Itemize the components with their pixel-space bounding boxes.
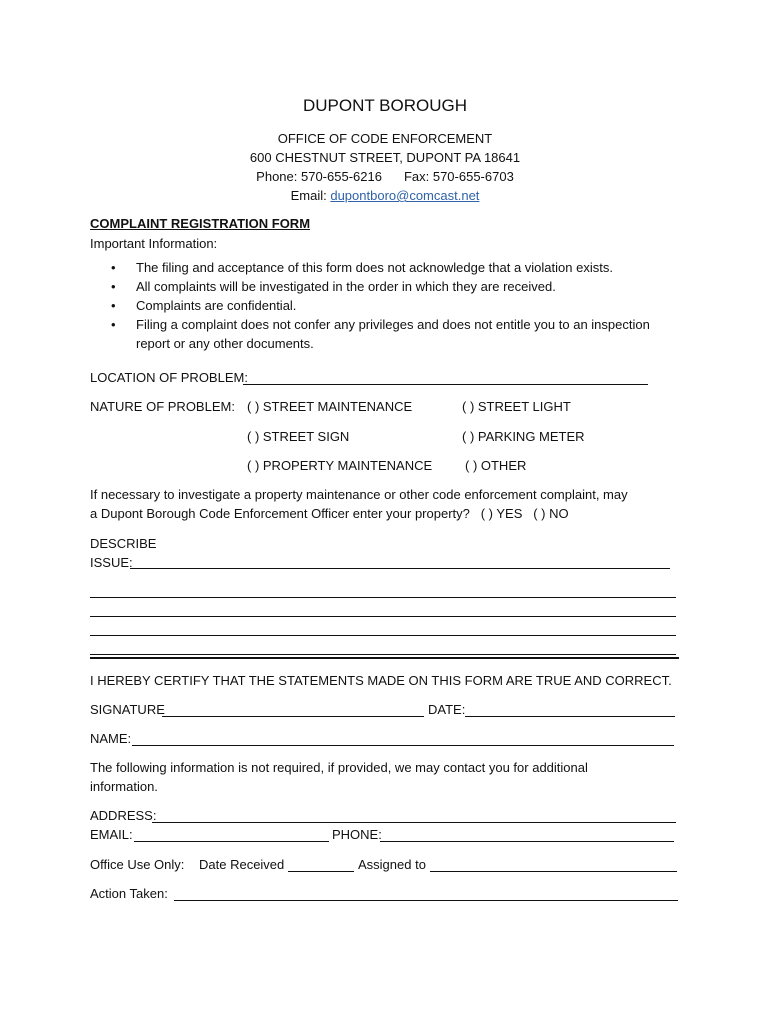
- issue-field-line[interactable]: [90, 616, 676, 617]
- bullet-icon: •: [111, 260, 116, 275]
- optional-info-line1: The following information is not required, if provided, we may contact you for additional: [90, 760, 588, 775]
- issue-field-line[interactable]: [90, 597, 676, 598]
- nature-label: NATURE OF PROBLEM:: [90, 399, 235, 414]
- contact-numbers: [0, 169, 770, 184]
- action-taken-label: Action Taken:: [90, 886, 168, 901]
- form-title: COMPLAINT REGISTRATION FORM: [90, 216, 311, 231]
- section-divider: [90, 657, 679, 659]
- option-property-maintenance[interactable]: ( ) PROPERTY MAINTENANCE: [247, 458, 433, 473]
- email-field-label: EMAIL:: [90, 827, 133, 842]
- office-use-label: Office Use Only:: [90, 857, 185, 872]
- date-received-label: Date Received: [199, 857, 285, 872]
- office-address: 600 CHESTNUT STREET, DUPONT PA 18641: [249, 150, 521, 165]
- assigned-to-label: Assigned to: [358, 857, 426, 872]
- describe-label: DESCRIBE: [90, 536, 157, 551]
- fax-number: Fax: 570-655-6703: [403, 169, 514, 184]
- assigned-to-field[interactable]: [430, 871, 677, 872]
- location-field[interactable]: [243, 384, 648, 385]
- info-bullet-list: [90, 258, 670, 353]
- bullet-icon: •: [111, 298, 116, 313]
- signature-field[interactable]: [162, 716, 424, 717]
- signature-label: SIGNATURE: [90, 702, 165, 717]
- entry-question-line1: If necessary to investigate a property maintenance or other code enforcement complaint, may: [90, 487, 628, 502]
- location-label: LOCATION OF PROBLEM:: [90, 370, 248, 385]
- bullet-icon: •: [111, 279, 116, 294]
- email-link[interactable]: dupontboro@comcast.net: [330, 188, 480, 203]
- yes-option[interactable]: ( ) YES: [480, 506, 523, 521]
- issue-field-line[interactable]: [90, 635, 676, 636]
- name-label: NAME:: [90, 731, 132, 746]
- date-field[interactable]: [465, 716, 675, 717]
- date-label: DATE:: [428, 702, 466, 717]
- contact-email: [0, 188, 770, 203]
- no-option[interactable]: ( ) NO: [533, 506, 569, 521]
- list-item: • The filing and acceptance of this form does not acknowledge that a violation exists.: [111, 260, 613, 275]
- bullet-icon: •: [111, 317, 116, 332]
- list-item: • All complaints will be investigated in the order in which they are received.: [111, 279, 556, 294]
- option-other[interactable]: ( ) OTHER: [465, 458, 527, 473]
- list-item: • Complaints are confidential.: [111, 298, 297, 313]
- phone-field[interactable]: [380, 841, 674, 842]
- option-parking-meter[interactable]: ( ) PARKING METER: [462, 429, 585, 444]
- address-field[interactable]: [152, 822, 676, 823]
- list-item: • Filing a complaint does not confer any privileges and does not entitle you to an inspection report or any other documents.: [111, 317, 650, 351]
- action-taken-field[interactable]: [174, 900, 678, 901]
- certify-statement: I HEREBY CERTIFY THAT THE STATEMENTS MADE ON THIS FORM ARE TRUE AND CORRECT.: [90, 673, 672, 688]
- issue-field-line[interactable]: [90, 654, 676, 655]
- name-field[interactable]: [132, 745, 674, 746]
- optional-info-line2: information.: [90, 779, 158, 794]
- office-name: OFFICE OF CODE ENFORCEMENT: [277, 131, 493, 146]
- entry-question-line2: a Dupont Borough Code Enforcement Officer enter your property? ( ) YES ( ) NO: [90, 506, 569, 521]
- phone-number: Phone: 570-655-6216: [256, 169, 382, 184]
- phone-field-label: PHONE:: [332, 827, 382, 842]
- option-street-sign[interactable]: ( ) STREET SIGN: [247, 429, 350, 444]
- important-info-label: Important Information:: [90, 236, 218, 251]
- borough-title: DUPONT BOROUGH: [302, 96, 468, 115]
- email-field[interactable]: [134, 841, 329, 842]
- option-street-maintenance[interactable]: ( ) STREET MAINTENANCE: [247, 399, 413, 414]
- email-label: Email:: [290, 188, 327, 203]
- issue-label: ISSUE:: [90, 555, 133, 570]
- date-received-field[interactable]: [288, 871, 354, 872]
- option-street-light[interactable]: ( ) STREET LIGHT: [462, 399, 571, 414]
- address-label: ADDRESS:: [90, 808, 157, 823]
- issue-field-line[interactable]: [130, 568, 670, 569]
